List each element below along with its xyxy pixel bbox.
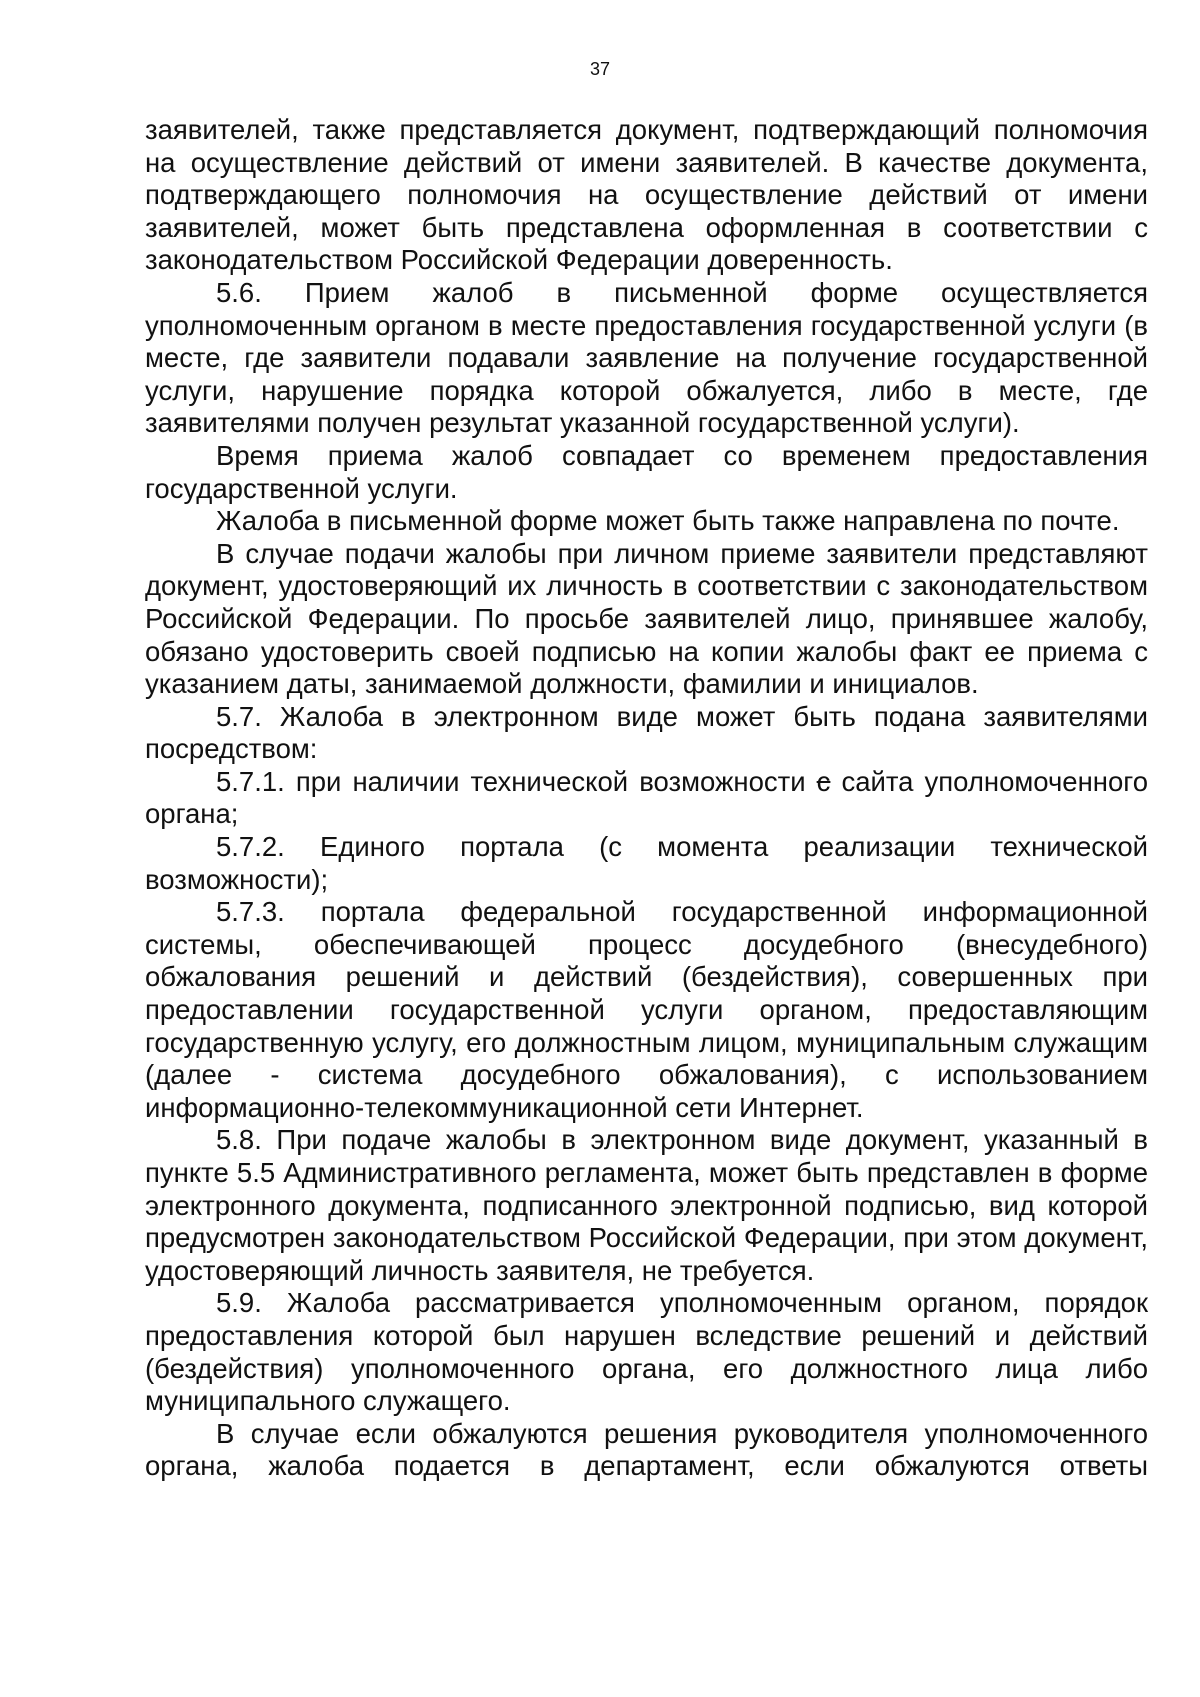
struck-character: с xyxy=(816,765,831,797)
paragraph-personal-reception: В случае подачи жалобы при личном приеме заявители представляют документ, удостоверяющий их личность в соответствии с законодательством Российской Федерации. По просьбе заявителей лицо, принявшее жалобу, обязано удостоверить своей подписью на копии жалобы факт ее приема с указанием даты, занимаемой должности, фамилии и инициалов. xyxy=(145,537,1148,700)
paragraph-appeal-head: В случае если обжалуются решения руководителя уполномоченного органа, жалоба подается в департамент, если обжалуются ответы xyxy=(145,1417,1148,1482)
paragraph-5-7-1-text-b: сайта уполномоченного органа; xyxy=(145,765,1148,830)
document-body xyxy=(145,114,1148,1483)
paragraph-authority-document: заявителей, также представляется документ, подтверждающий полномочия на осуществление действий от имени заявителей. В качестве документа, подтверждающего полномочия на осуществление действий от имени заявителей, может быть представлена оформленная в соответствии с законодательством Российской Федерации доверенность. xyxy=(145,114,1148,276)
paragraph-5-7-3: 5.7.3. портала федеральной государственной информационной системы, обеспечивающей процесс досудебного (внесудебного) обжалования решений и действий (бездействия), совершенных при предоставлении государственной услуги органом, предоставляющим государственную услугу, его должностным лицом, муниципальным служащим (далее - система досудебного обжалования), с использованием информационно-телекоммуникационной сети Интернет. xyxy=(145,896,1148,1123)
page-number: 37 xyxy=(589,59,611,79)
paragraph-5-7-1 xyxy=(145,766,1148,831)
paragraph-5-8: 5.8. При подаче жалобы в электронном виде документ, указанный в пункте 5.5 Административного регламента, может быть представлен в форме электронного документа, подписанного электронной подписью, вид которой предусмотрен законодательством Российской Федерации, при этом документ, удостоверяющий личность заявителя, не требуется. xyxy=(145,1124,1148,1286)
paragraph-5-7: 5.7. Жалоба в электронном виде может быть подана заявителями посредством: xyxy=(145,700,1148,765)
paragraph-5-6: 5.6. Прием жалоб в письменной форме осуществляется уполномоченным органом в месте предоставления государственной услуги (в месте, где заявители подавали заявление на получение государственной услуги, нарушение порядка которой обжалуется, либо в месте, где заявителями получен результат указанной государственной услуги). xyxy=(145,276,1148,439)
paragraph-5-7-2: 5.7.2. Единого портала (с момента реализации технической возможности); xyxy=(145,831,1148,895)
paragraph-5-7-1-text-a: 5.7.1. при наличии технической возможности xyxy=(216,765,817,797)
paragraph-mail: Жалоба в письменной форме может быть также направлена по почте. xyxy=(216,505,1120,537)
paragraph-5-9: 5.9. Жалоба рассматривается уполномоченным органом, порядок предоставления которой был нарушен вследствие решений и действий (бездействия) уполномоченного органа, его должностного лица либо муниципального служащего. xyxy=(145,1287,1148,1417)
paragraph-reception-time: Время приема жалоб совпадает со временем предоставления государственной услуги. xyxy=(145,439,1148,504)
